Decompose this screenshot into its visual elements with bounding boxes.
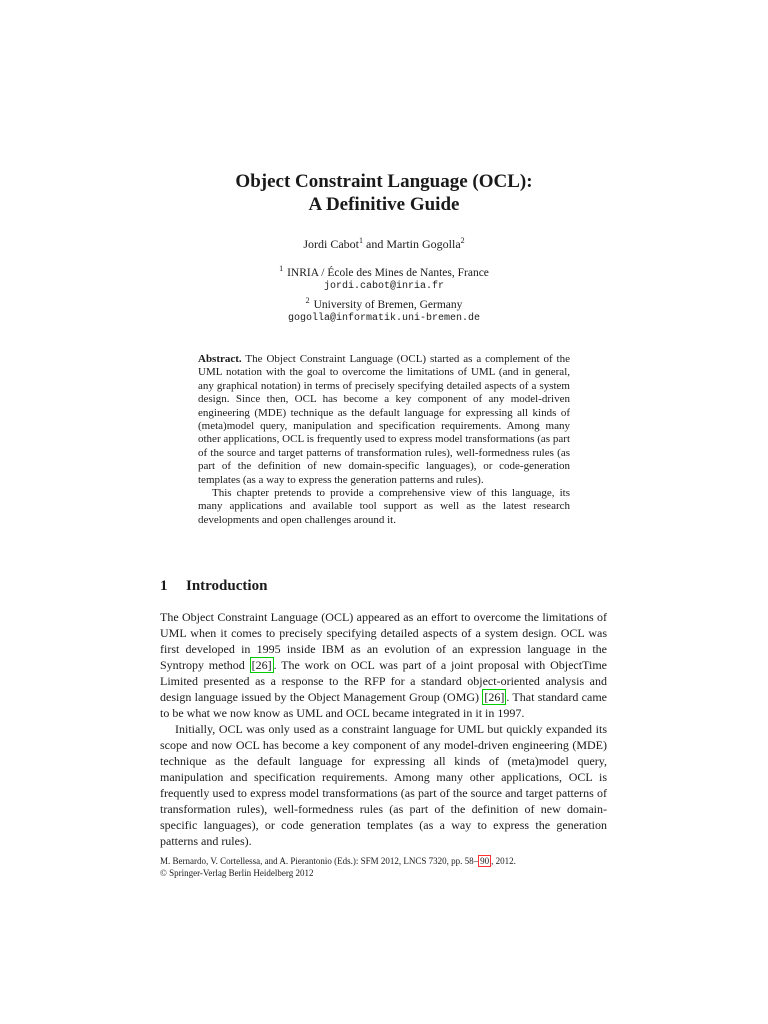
affiliation-line — [0, 294, 768, 312]
author-separator: and — [363, 237, 387, 251]
affiliation-text: INRIA / École des Mines de Nantes, France — [287, 266, 489, 279]
citation-link[interactable]: [26] — [484, 690, 505, 704]
citation-link[interactable]: [26] — [251, 658, 272, 672]
page-range-link[interactable]: 90 — [480, 856, 490, 866]
author-name: Jordi Cabot — [303, 237, 359, 251]
body-text-run: The Object Constraint Language (OCL) appeared as an effort to overcome the limitations of UML when it comes to precisely specifying detailed aspects of a system design. OCL was first developed in 1995 inside IBM as an evolution of an expression language in the Syntropy method — [160, 610, 607, 672]
abstract-paragraph: This chapter pretends to provide a comprehensive view of this language, its many applications and available tool support as well as the latest research developments and open challenges around it. — [198, 487, 570, 526]
abstract-label: Abstract. — [198, 353, 242, 365]
section-number: 1 — [160, 578, 168, 594]
author-name: Martin Gogolla — [386, 237, 461, 251]
affiliations — [0, 262, 768, 326]
body-text-run: . That standard came to be what we now know as UML and OCL became integrated in it in 1997. — [160, 690, 607, 720]
footer-citation-line — [160, 856, 607, 868]
body-text — [160, 609, 607, 849]
footer-text: M. Bernardo, V. Cortellessa, and A. Pierantonio (Eds.): SFM 2012, LNCS 7320, pp. 58– — [160, 856, 479, 866]
author-list — [0, 236, 768, 252]
title-line-2: A Definitive Guide — [308, 194, 460, 215]
page-footer — [160, 856, 607, 879]
abstract-text: The Object Constraint Language (OCL) started as a complement of the UML notation with the goal to overcome the limitations of UML (and in general, any graphical notation) in terms of precisely specifying detailed aspects of a system design. Since then, OCL has become a key component of any model-driven engineering (MDE) technique as the default language for expressing all kinds of (meta)model query, manipulation and specification requirements. Among many other applications, OCL is frequently used to express model transformations (as part of the source and target patterns of transformation rules), well-formedness rules (as part of the definition of new domain-specific languages), or code-generation templates (as a way to express the generation patterns and rules). — [198, 353, 570, 486]
affiliation-line — [0, 262, 768, 280]
author-affil-mark: 2 — [460, 236, 465, 245]
affiliation-number: 2 — [305, 295, 310, 305]
body-paragraph — [160, 609, 607, 721]
abstract — [198, 353, 570, 527]
paper-title — [0, 170, 768, 216]
body-text-run: . The work on OCL was part of a joint proposal with ObjectTime Limited presented as a response to the RFP for a standard object-oriented analysis and design language issued by the Object Management Group (OMG) — [160, 658, 607, 704]
footer-text: , 2012. — [491, 856, 516, 866]
affiliation-number: 1 — [279, 264, 284, 273]
body-paragraph: Initially, OCL was only used as a constraint language for UML but quickly expanded its scope and now OCL has become a key component of any model-driven engineering (MDE) technique as the default language for expressing all kinds of (meta)model query, manipulation and specification requirements. Among many other applications, OCL is frequently used to express model transformations (as part of the source and target patterns of transformation rules), well-formedness rules (as part of the definition of new domain-specific languages), or code generation templates (as a way to express the generation patterns and rules). — [160, 722, 607, 848]
affiliation-text: University of Bremen, Germany — [313, 298, 463, 311]
section-heading — [160, 578, 267, 595]
email-address[interactable]: jordi.cabot@inria.fr — [323, 280, 445, 292]
title-line-1: Object Constraint Language (OCL): — [235, 171, 533, 192]
copyright-line: © Springer-Verlag Berlin Heidelberg 2012 — [160, 867, 314, 878]
abstract-paragraph — [198, 353, 570, 487]
section-title: Introduction — [186, 578, 268, 594]
author-affil-mark: 1 — [359, 236, 363, 245]
email-address[interactable]: gogolla@informatik.uni-bremen.de — [287, 312, 481, 324]
